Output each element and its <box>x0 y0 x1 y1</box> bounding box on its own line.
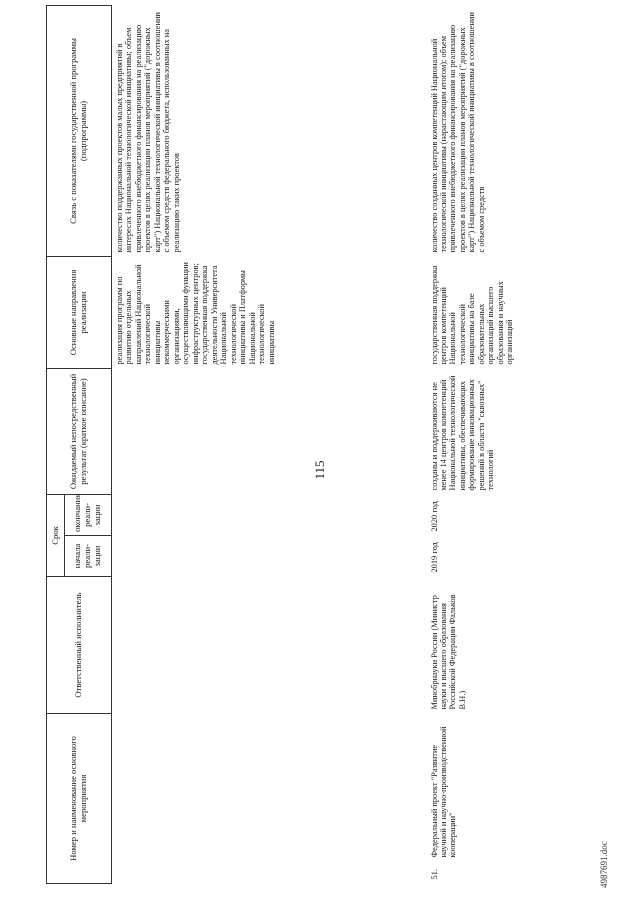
header-term: Срок <box>47 494 65 576</box>
table-header <box>47 5 112 883</box>
header-executor: Ответственный исполнитель <box>47 577 112 714</box>
header-term-end: окончания реали-зации <box>65 494 112 535</box>
indicators-cell: количество поддержанных проектов малых предприятий в интересах Национальной технологической инициативы; объем привлеченного внебюджетного финансирования на реализацию проектов в целях реализации планов мероприятий ("дорожных карт") Национальной технологической инициативы в соотношении с объемом средств федерального бюджета, использованных на реализацию таких проектов <box>115 12 181 253</box>
event-cell <box>427 714 518 884</box>
directions-cell: государственная поддержка центров компетенций Национальной технологической инициативы на базе образовательных организаций высшего образования и научных организаций <box>429 265 515 365</box>
end-cell <box>112 494 427 535</box>
table-row <box>112 5 427 883</box>
end-cell: 2020 год <box>429 501 439 532</box>
page-number: 115 <box>312 460 327 480</box>
header-event: Номер и наименование основного мероприятия <box>47 714 112 884</box>
header-result: Ожидаемый непосредственный результат (краткое описание) <box>47 368 112 494</box>
rotated-table-wrapper <box>46 6 596 884</box>
directions-cell: реализация программ по развитию отдельных направлений Национальной технологической инициативы некоммерческими организациями, осуществляющими функции инфраструктурных центров; государственная поддержка деятельности Университета Национальной технологической инициативы и Платформы Национальной технологической инициативы <box>115 262 276 365</box>
start-cell <box>112 536 427 577</box>
event-cell <box>112 714 427 884</box>
header-directions: Основные направления реализации <box>47 256 112 368</box>
executor-cell <box>112 577 427 714</box>
indicators-cell: количество созданных центров компетенций Национальной технологической инициативы (нарастающим итогом); объем привлеченного внебюджетного финансирования на реализацию проектов в целях реализации планов мероприятий ("дорожных карт") Национальной технологической инициативы в соотношении с объемом средств <box>429 12 486 253</box>
result-cell <box>112 368 427 494</box>
start-cell: 2019 год <box>429 542 439 573</box>
result-cell: созданы и поддерживаются не менее 14 центров компетенций Национальной технологической инициативы, обеспечивающих формирование инновационных решений в области "сквозных" технологий <box>429 375 496 491</box>
row-number: 51. <box>429 869 439 880</box>
program-events-table <box>46 5 518 884</box>
executor-cell: Минобрнауки России (Министр науки и высшего образования Российской Федерации Фальков В.Н.) <box>429 594 467 710</box>
page-content <box>46 6 596 884</box>
table-row <box>427 5 518 883</box>
document-id: 4987691.doc <box>599 841 609 888</box>
event-name: Федеральный проект "Развитие научной и научно-производственной кооперации" <box>429 726 458 858</box>
header-term-start: начала реали-зации <box>65 536 112 577</box>
header-indicators: Связь с показателями государственной программы (подпрограммы) <box>47 5 112 256</box>
table-body <box>112 5 518 883</box>
